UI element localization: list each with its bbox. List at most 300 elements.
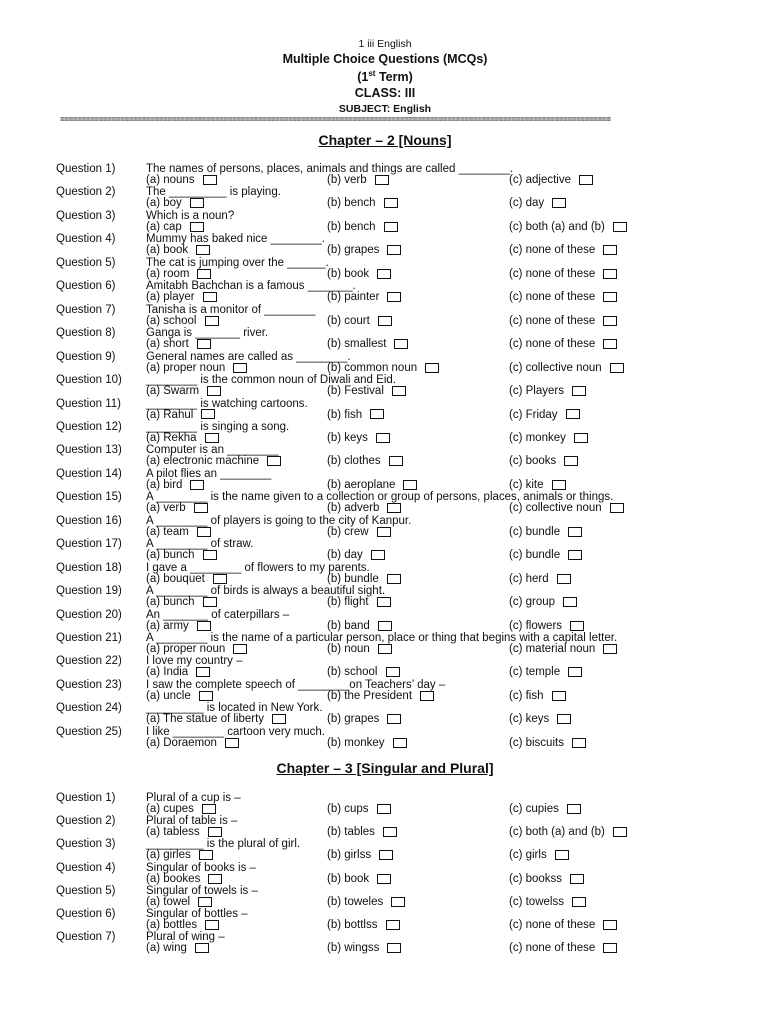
option-c[interactable] — [509, 737, 586, 749]
answer-checkbox[interactable] — [552, 198, 566, 208]
question-text: General names are called as ________. — [146, 350, 351, 363]
option-b[interactable] — [327, 573, 401, 585]
option-a[interactable] — [146, 268, 211, 280]
option-a[interactable] — [146, 432, 219, 444]
question-text: I love my country – — [146, 655, 243, 668]
option-b[interactable] — [327, 409, 384, 421]
option-c[interactable] — [509, 803, 581, 815]
option-b[interactable] — [327, 713, 401, 725]
question-number: Question 2) — [56, 815, 116, 828]
question-number: Question 6) — [56, 908, 116, 920]
answer-checkbox[interactable] — [272, 714, 286, 724]
option-c[interactable] — [509, 432, 588, 444]
question-item — [0, 538, 770, 562]
answer-checkbox[interactable] — [613, 222, 627, 232]
option-c[interactable] — [509, 643, 617, 655]
answer-checkbox[interactable] — [572, 738, 586, 748]
option-c[interactable] — [509, 849, 569, 861]
option-c[interactable] — [509, 573, 571, 585]
answer-checkbox[interactable] — [194, 503, 208, 513]
answer-checkbox[interactable] — [378, 621, 392, 631]
question-text: Singular of bottles – — [146, 908, 248, 920]
option-label: (c) fish — [509, 689, 544, 702]
option-label: (a) proper noun — [146, 643, 226, 655]
option-a[interactable] — [146, 197, 204, 209]
answer-checkbox[interactable] — [393, 738, 407, 748]
term-suffix: Term) — [375, 70, 413, 85]
question-text: A ________ of straw. — [146, 538, 254, 551]
option-label: (a) room — [146, 267, 190, 280]
option-c[interactable] — [509, 919, 617, 931]
option-a[interactable] — [146, 526, 211, 538]
question-text: Singular of towels is – — [146, 884, 258, 897]
option-label: (a) towel — [146, 895, 191, 908]
question-item — [0, 304, 770, 328]
option-c[interactable] — [509, 620, 584, 632]
option-label: (b) common noun — [327, 361, 418, 374]
answer-checkbox[interactable] — [387, 943, 401, 953]
option-label: (b) bench — [327, 220, 376, 233]
option-a[interactable] — [146, 385, 221, 397]
answer-checkbox[interactable] — [213, 574, 227, 584]
option-a[interactable] — [146, 826, 222, 838]
question-item — [0, 515, 770, 539]
answer-checkbox[interactable] — [386, 667, 400, 677]
answer-checkbox[interactable] — [425, 363, 439, 373]
option-c[interactable] — [509, 291, 617, 303]
question-text: Computer is an ________ — [146, 444, 279, 457]
answer-checkbox[interactable] — [197, 621, 211, 631]
question-item — [0, 632, 770, 656]
option-label: (c) group — [509, 596, 556, 609]
question-text: The _________ is playing. — [146, 186, 281, 199]
option-b[interactable] — [327, 197, 398, 209]
answer-checkbox[interactable] — [610, 363, 624, 373]
question-number: Question 23) — [56, 678, 122, 691]
option-a[interactable] — [146, 244, 210, 256]
option-b[interactable] — [327, 737, 407, 749]
answer-checkbox[interactable] — [387, 503, 401, 513]
question-item — [0, 280, 770, 304]
option-b[interactable] — [327, 549, 385, 561]
option-label: (a) school — [146, 314, 197, 327]
option-b[interactable] — [327, 362, 439, 374]
answer-checkbox[interactable] — [603, 316, 617, 326]
answer-checkbox[interactable] — [383, 827, 397, 837]
option-label: (c) none of these — [509, 267, 596, 280]
question-text: A ________ of birds is always a beautiful sight. — [146, 585, 386, 598]
option-label: (c) none of these — [509, 338, 596, 351]
answer-checkbox[interactable] — [196, 245, 210, 255]
option-label: (c) cupies — [509, 803, 559, 815]
option-a[interactable] — [146, 690, 213, 702]
answer-checkbox[interactable] — [375, 175, 389, 185]
question-number: Question 10) — [56, 374, 122, 387]
answer-checkbox[interactable] — [198, 897, 212, 907]
question-item — [0, 679, 770, 703]
option-label: (a) girles — [146, 849, 191, 862]
question-text: Singular of books is – — [146, 861, 256, 874]
option-a[interactable] — [146, 291, 217, 303]
option-b[interactable] — [327, 502, 401, 514]
option-label: (c) day — [509, 197, 545, 210]
question-text: A ________ is the name of a particular person, place or thing that begins with a capital letter. — [146, 632, 618, 644]
option-c[interactable] — [509, 526, 582, 538]
option-b[interactable] — [327, 873, 391, 885]
option-b[interactable] — [327, 385, 406, 397]
option-label: (b) painter — [327, 291, 380, 304]
option-a[interactable] — [146, 713, 286, 725]
option-label: (a) Rekha — [146, 431, 197, 444]
answer-checkbox[interactable] — [384, 222, 398, 232]
answer-checkbox[interactable] — [190, 198, 204, 208]
option-label: (a) wing — [146, 942, 187, 955]
question-item — [0, 491, 770, 515]
question-number: Question 22) — [56, 655, 122, 668]
answer-checkbox[interactable] — [370, 409, 384, 419]
option-b[interactable] — [327, 942, 401, 954]
answer-checkbox[interactable] — [205, 316, 219, 326]
option-label: (b) the President — [327, 689, 413, 702]
option-a[interactable] — [146, 737, 239, 749]
option-c[interactable] — [509, 942, 617, 954]
option-label: (b) adverb — [327, 502, 380, 515]
answer-checkbox[interactable] — [568, 550, 582, 560]
option-label: (a) bunch — [146, 596, 195, 609]
answer-checkbox[interactable] — [233, 644, 247, 654]
answer-checkbox[interactable] — [603, 644, 617, 654]
question-number: Question 24) — [56, 702, 122, 715]
option-c[interactable] — [509, 315, 617, 327]
option-b[interactable] — [327, 690, 434, 702]
answer-checkbox[interactable] — [613, 827, 627, 837]
option-label: (b) keys — [327, 431, 368, 444]
answer-checkbox[interactable] — [190, 480, 204, 490]
answer-checkbox[interactable] — [386, 920, 400, 930]
option-a[interactable] — [146, 455, 281, 467]
answer-checkbox[interactable] — [603, 292, 617, 302]
question-text: A pilot flies an ________ — [146, 467, 272, 480]
option-label: (c) none of these — [509, 919, 596, 931]
answer-checkbox[interactable] — [377, 527, 391, 537]
answer-checkbox[interactable] — [387, 292, 401, 302]
answer-checkbox[interactable] — [552, 691, 566, 701]
question-text: _________ is located in New York. — [146, 702, 323, 715]
option-b[interactable] — [327, 896, 405, 908]
option-label: (b) crew — [327, 525, 369, 538]
option-label: (b) noun — [327, 643, 370, 655]
option-a[interactable] — [146, 549, 217, 561]
answer-checkbox[interactable] — [579, 175, 593, 185]
option-a[interactable] — [146, 596, 217, 608]
option-label: (a) uncle — [146, 689, 191, 702]
option-c[interactable] — [509, 455, 578, 467]
answer-checkbox[interactable] — [610, 503, 624, 513]
term-prefix: (1 — [357, 70, 369, 85]
option-label: (b) band — [327, 619, 370, 632]
question-item — [0, 374, 770, 398]
option-a[interactable] — [146, 174, 217, 186]
option-c[interactable] — [509, 826, 627, 838]
question-text: I saw the complete speech of ________on Teachers’ day – — [146, 678, 446, 691]
answer-checkbox[interactable] — [387, 245, 401, 255]
answer-checkbox[interactable] — [420, 691, 434, 701]
question-text: Which is a noun? — [146, 209, 235, 222]
term-superscript: st — [368, 69, 376, 78]
answer-checkbox[interactable] — [267, 456, 281, 466]
answer-checkbox[interactable] — [391, 897, 405, 907]
answer-checkbox[interactable] — [377, 597, 391, 607]
option-c[interactable] — [509, 197, 566, 209]
question-number: Question 3) — [56, 209, 116, 222]
question-number: Question 6) — [56, 280, 116, 293]
option-label: (a) boy — [146, 197, 182, 210]
question-text: I gave a ________ of flowers to my parents. — [146, 561, 370, 574]
option-label: (a) electronic machine — [146, 455, 260, 468]
answer-checkbox[interactable] — [567, 804, 581, 814]
question-item — [0, 327, 770, 351]
answer-checkbox[interactable] — [203, 550, 217, 560]
answer-checkbox[interactable] — [568, 667, 582, 677]
option-label: (b) day — [327, 549, 363, 562]
answer-checkbox[interactable] — [394, 339, 408, 349]
option-label: (c) bundle — [509, 525, 561, 538]
option-label: (c) girls — [509, 849, 547, 862]
option-b[interactable] — [327, 526, 391, 538]
option-b[interactable] — [327, 666, 400, 678]
answer-checkbox[interactable] — [205, 433, 219, 443]
answer-checkbox[interactable] — [389, 456, 403, 466]
answer-checkbox[interactable] — [379, 850, 393, 860]
option-a[interactable] — [146, 479, 204, 491]
option-label: (c) material noun — [509, 643, 596, 655]
option-label: (a) cupes — [146, 803, 194, 815]
option-b[interactable] — [327, 221, 398, 233]
answer-checkbox[interactable] — [197, 339, 211, 349]
option-c[interactable] — [509, 666, 582, 678]
option-b[interactable] — [327, 620, 392, 632]
answer-checkbox[interactable] — [197, 527, 211, 537]
question-text: _________ is the plural of girl. — [146, 838, 301, 851]
option-a[interactable] — [146, 942, 209, 954]
option-label: (b) bottlss — [327, 919, 378, 931]
answer-checkbox[interactable] — [205, 920, 219, 930]
answer-checkbox[interactable] — [566, 409, 580, 419]
option-c[interactable] — [509, 221, 627, 233]
answer-checkbox[interactable] — [555, 850, 569, 860]
option-a[interactable] — [146, 849, 213, 861]
separator-line: ================================================================================================================================ — [60, 116, 611, 125]
answer-checkbox[interactable] — [384, 198, 398, 208]
answer-checkbox[interactable] — [199, 850, 213, 860]
answer-checkbox[interactable] — [392, 386, 406, 396]
option-a[interactable] — [146, 502, 208, 514]
option-c[interactable] — [509, 244, 617, 256]
option-label: (a) cap — [146, 220, 182, 233]
option-c[interactable] — [509, 268, 617, 280]
answer-checkbox[interactable] — [197, 269, 211, 279]
question-item — [0, 186, 770, 210]
answer-checkbox[interactable] — [203, 597, 217, 607]
answer-checkbox[interactable] — [570, 621, 584, 631]
answer-checkbox[interactable] — [603, 943, 617, 953]
option-b[interactable] — [327, 244, 401, 256]
option-label: (c) none of these — [509, 314, 596, 327]
question-item — [0, 885, 770, 909]
option-a[interactable] — [146, 620, 211, 632]
answer-checkbox[interactable] — [208, 827, 222, 837]
option-c[interactable] — [509, 409, 580, 421]
question-text: I like ________ cartoon very much. — [146, 725, 325, 738]
answer-checkbox[interactable] — [552, 480, 566, 490]
question-number: Question 19) — [56, 585, 122, 598]
option-b[interactable] — [327, 596, 391, 608]
option-a[interactable] — [146, 666, 210, 678]
answer-checkbox[interactable] — [603, 245, 617, 255]
answer-checkbox[interactable] — [233, 363, 247, 373]
option-b[interactable] — [327, 849, 393, 861]
option-b[interactable] — [327, 826, 397, 838]
answer-checkbox[interactable] — [377, 804, 391, 814]
answer-checkbox[interactable] — [387, 574, 401, 584]
question-item — [0, 468, 770, 492]
question-text: The names of persons, places, animals and things are called ________. — [146, 163, 513, 175]
option-label: (b) cups — [327, 803, 369, 815]
option-label: (c) none of these — [509, 291, 596, 304]
answer-checkbox[interactable] — [371, 550, 385, 560]
answer-checkbox[interactable] — [557, 714, 571, 724]
question-number: Question 16) — [56, 514, 122, 527]
question-item — [0, 562, 770, 586]
answer-checkbox[interactable] — [557, 574, 571, 584]
option-label: (b) grapes — [327, 713, 380, 726]
answer-checkbox[interactable] — [574, 433, 588, 443]
answer-checkbox[interactable] — [190, 222, 204, 232]
question-item — [0, 351, 770, 375]
option-a[interactable] — [146, 362, 247, 374]
option-b[interactable] — [327, 291, 401, 303]
answer-checkbox[interactable] — [195, 943, 209, 953]
answer-checkbox[interactable] — [201, 409, 215, 419]
option-label: (b) aeroplane — [327, 478, 396, 491]
option-c[interactable] — [509, 690, 566, 702]
option-a[interactable] — [146, 803, 216, 815]
option-b[interactable] — [327, 643, 392, 655]
answer-checkbox[interactable] — [570, 874, 584, 884]
option-a[interactable] — [146, 315, 219, 327]
option-label: (c) collective noun — [509, 502, 602, 515]
option-label: (a) bunch — [146, 549, 195, 562]
question-item — [0, 421, 770, 445]
option-a[interactable] — [146, 409, 215, 421]
option-b[interactable] — [327, 919, 400, 931]
answer-checkbox[interactable] — [603, 920, 617, 930]
option-b[interactable] — [327, 455, 403, 467]
answer-checkbox[interactable] — [572, 386, 586, 396]
question-text: ________ is watching cartoons. — [146, 397, 308, 410]
option-b[interactable] — [327, 338, 408, 350]
running-head: 1 iii English — [358, 38, 412, 50]
answer-checkbox[interactable] — [199, 691, 213, 701]
option-b[interactable] — [327, 315, 392, 327]
question-number: Question 4) — [56, 233, 116, 246]
option-b[interactable] — [327, 268, 391, 280]
option-c[interactable] — [509, 896, 586, 908]
question-number: Question 4) — [56, 861, 116, 874]
answer-checkbox[interactable] — [403, 480, 417, 490]
option-label: (b) fish — [327, 408, 363, 421]
answer-checkbox[interactable] — [603, 269, 617, 279]
answer-checkbox[interactable] — [564, 456, 578, 466]
option-c[interactable] — [509, 385, 586, 397]
option-c[interactable] — [509, 338, 617, 350]
answer-checkbox[interactable] — [376, 433, 390, 443]
option-c[interactable] — [509, 174, 593, 186]
answer-checkbox[interactable] — [378, 316, 392, 326]
option-a[interactable] — [146, 338, 211, 350]
answer-checkbox[interactable] — [208, 874, 222, 884]
answer-checkbox[interactable] — [603, 339, 617, 349]
option-label: (b) grapes — [327, 244, 380, 257]
answer-checkbox[interactable] — [377, 874, 391, 884]
question-text: ________ is the common noun of Diwali and Eid. — [146, 374, 396, 387]
question-number: Question 2) — [56, 186, 116, 199]
answer-checkbox[interactable] — [568, 527, 582, 537]
option-label: (a) bouquet — [146, 572, 205, 585]
option-label: (a) tabless — [146, 826, 200, 839]
option-b[interactable] — [327, 432, 390, 444]
option-c[interactable] — [509, 362, 624, 374]
option-c[interactable] — [509, 479, 566, 491]
answer-checkbox[interactable] — [563, 597, 577, 607]
option-a[interactable] — [146, 873, 222, 885]
option-c[interactable] — [509, 873, 584, 885]
answer-checkbox[interactable] — [203, 175, 217, 185]
option-a[interactable] — [146, 643, 247, 655]
option-a[interactable] — [146, 221, 204, 233]
option-b[interactable] — [327, 803, 391, 815]
answer-checkbox[interactable] — [203, 292, 217, 302]
option-label: (c) both (a) and (b) — [509, 826, 605, 839]
answer-checkbox[interactable] — [378, 644, 392, 654]
answer-checkbox[interactable] — [387, 714, 401, 724]
question-number: Question 20) — [56, 608, 122, 621]
option-label: (a) nouns — [146, 174, 195, 186]
option-a[interactable] — [146, 573, 227, 585]
question-number: Question 8) — [56, 327, 116, 340]
option-a[interactable] — [146, 896, 212, 908]
answer-checkbox[interactable] — [225, 738, 239, 748]
option-b[interactable] — [327, 479, 417, 491]
answer-checkbox[interactable] — [207, 386, 221, 396]
option-label: (a) India — [146, 666, 189, 679]
question-number: Question 5) — [56, 884, 116, 897]
option-a[interactable] — [146, 919, 219, 931]
answer-checkbox[interactable] — [572, 897, 586, 907]
answer-checkbox[interactable] — [196, 667, 210, 677]
answer-checkbox[interactable] — [202, 804, 216, 814]
question-text: Mummy has baked nice ________. — [146, 233, 325, 246]
option-c[interactable] — [509, 502, 624, 514]
option-b[interactable] — [327, 174, 389, 186]
option-c[interactable] — [509, 713, 571, 725]
option-c[interactable] — [509, 596, 577, 608]
option-c[interactable] — [509, 549, 582, 561]
question-text: Plural of a cup is – — [146, 792, 241, 804]
class-line: CLASS: III — [354, 86, 416, 100]
answer-checkbox[interactable] — [377, 269, 391, 279]
option-label: (c) bundle — [509, 549, 561, 562]
